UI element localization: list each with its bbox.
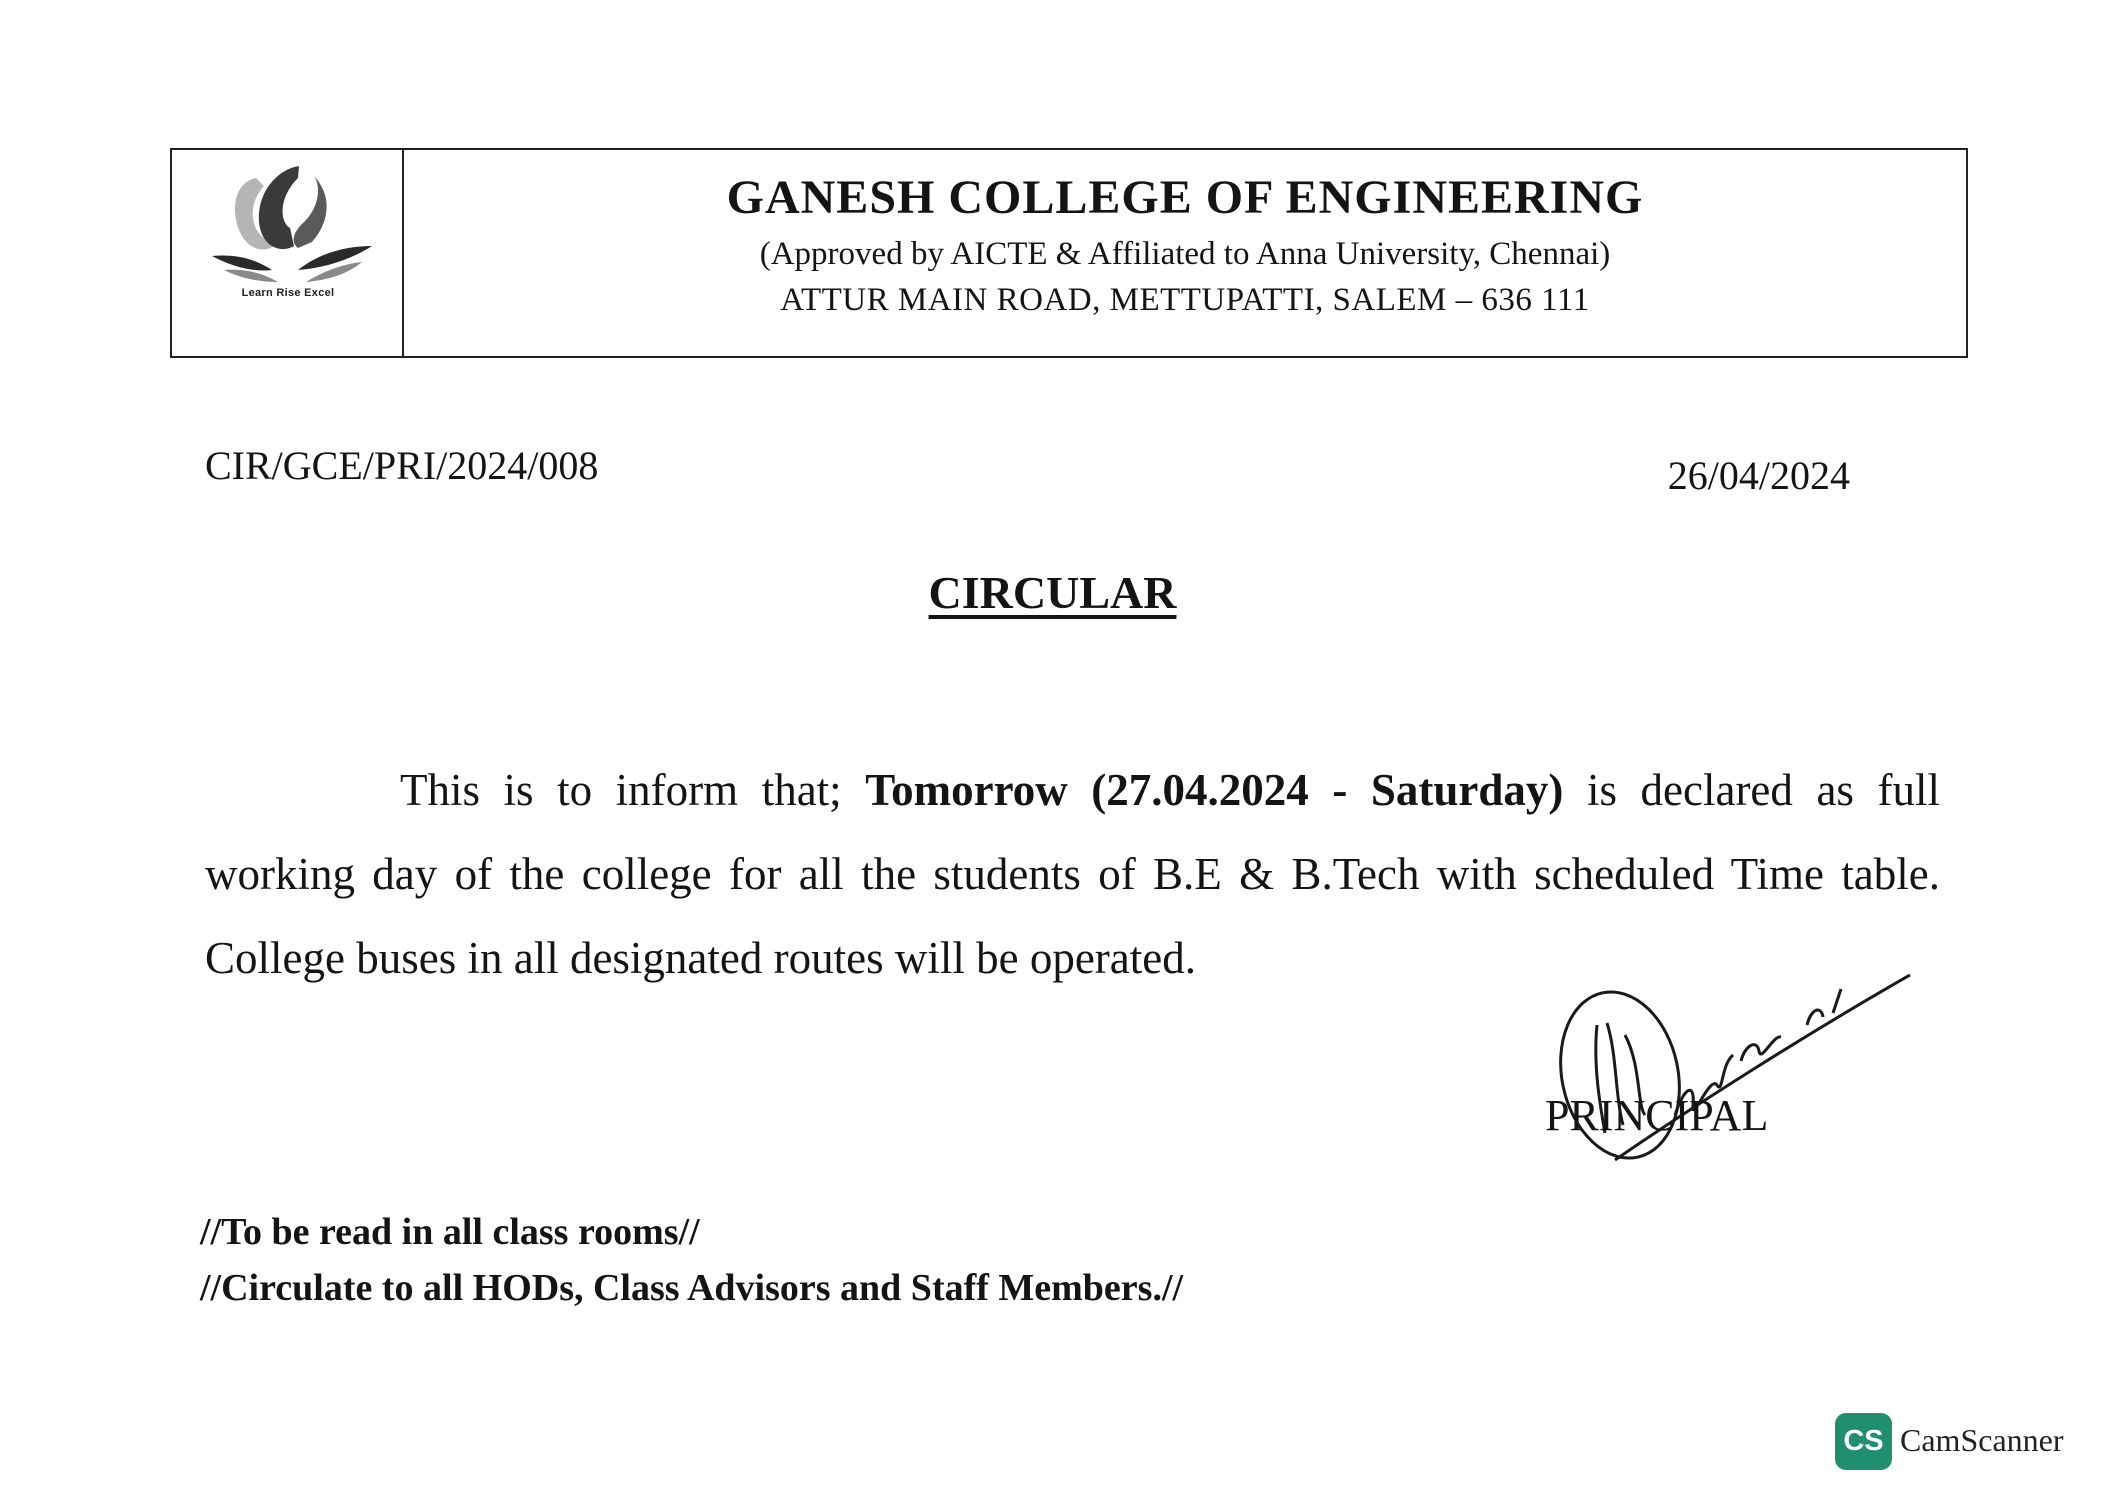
- college-logo-icon: [194, 158, 384, 288]
- college-name: GANESH COLLEGE OF ENGINEERING: [726, 171, 1644, 224]
- college-affiliation: (Approved by AICTE & Affiliated to Anna University, Chennai): [759, 236, 1611, 272]
- college-address: ATTUR MAIN ROAD, METTUPATTI, SALEM – 636 111: [780, 282, 1590, 318]
- principal-designation: PRINCIPAL: [1545, 1091, 1769, 1140]
- circular-title: CIRCULAR: [928, 567, 1177, 618]
- logo-cell: [172, 150, 404, 356]
- camscanner-label: CamScanner: [1900, 1422, 2064, 1458]
- logo-tagline: Learn Rise Excel: [241, 287, 335, 299]
- circular-body: [205, 748, 1940, 1000]
- circular-date: 26/04/2024: [1667, 453, 1850, 498]
- note-read-classrooms: //To be read in all class rooms//: [200, 1211, 700, 1253]
- note-circulate-staff: //Circulate to all HODs, Class Advisors and Staff Members.//: [200, 1267, 1184, 1309]
- body-rest: is declared as full working day of the college for all the students of B.E & B.Tech with scheduled Time table. College buses in all designated routes will be operated.: [205, 765, 1940, 983]
- letterhead: [170, 148, 1968, 358]
- college-details: [404, 150, 1966, 356]
- body-highlight: Tomorrow (27.04.2024 - Saturday): [865, 765, 1564, 815]
- body-intro: This is to inform that;: [400, 765, 866, 815]
- camscanner-logo-icon: CS: [1835, 1413, 1892, 1470]
- reference-number: CIR/GCE/PRI/2024/008: [205, 443, 599, 488]
